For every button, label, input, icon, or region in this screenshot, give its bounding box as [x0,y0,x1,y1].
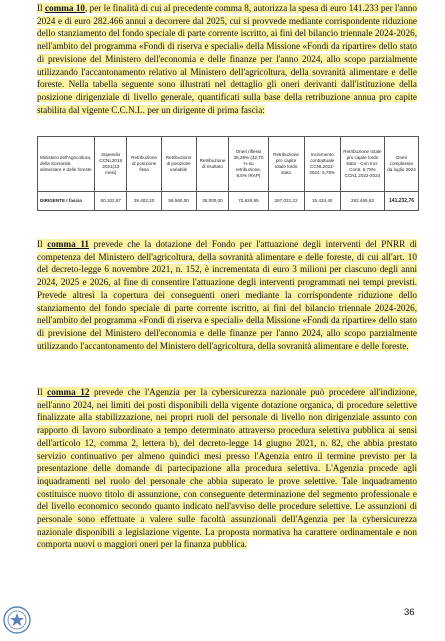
paragraph-comma-11 [37,238,417,352]
text-body: , per le finalità di cui al precedente comma 8, autorizza la spesa di euro 141.233 per l'anno 2024 e di euro 282.466 annui a decorrere dal 2025, cui si provvede mediante corrispondente riduzione dello stanziamento del fondo speciale di parte corrente iscritto, ai fini del bilancio triennale 2024-2026, nell'ambito del programma «Fondi di riserva e speciali» della Missione «Fondi da ripartire» dello stato di previsione del Ministero dell'economia e delle finanze per l'anno 2024, allo scopo parzialmente utilizzando l'accantonamento relativo al Ministero dell'agricoltura, della sovranità alimentare e delle foreste. Nella tabella seguente sono illustrati nel dettaglio gli oneri derivanti dall'istituzione della posizione dirigenziale di livello generale, quantificati sulla base della retribuzione annua pro capite stabilita dal vigente C.C.N.L. per un dirigente di prima fascia: [37,3,418,115]
table-cell: 35.000,00 [196,192,229,211]
text-prefix: Il [37,387,48,397]
table-header-cell: Retribuzione pro capite totale lordo stato [268,137,304,192]
paragraph-text [37,239,417,351]
table-header-cell: Retribuzione di posizione fissa [127,137,161,192]
table-cell: DIRIGENTE I fascia [38,192,95,211]
comma-reference: comma 12 [47,387,90,397]
table-cell: 39.402,20 [127,192,161,211]
comma-reference: comma 10 [44,3,86,13]
paragraph-comma-10 [37,2,417,116]
cost-table [37,136,419,211]
text-prefix: Il [37,239,48,249]
table-header-cell: Retribuzione di risultato [196,137,229,192]
page-number: 36 [404,607,415,618]
table-header-cell: Stipendio CCNL2019 2021(13 mesi) [95,137,127,192]
table-cell: 267.031,22 [268,192,304,211]
text-body: prevede che la dotazione del Fondo per l'attuazione degli interventi del PNRR di competenza del Ministero dell'agricoltura, della sovranità alimentare e delle foreste, di cui all'art. 10 del decreto-legge 6 novembre 2021, n. 152, è incrementata di euro 3 milioni per ciascuno degli anni 2024, 2025 e 2026, al fine di consentire l'attuazione degli interventi programmati nei tempi previsti. Prevede altresì la copertura dei conseguenti oneri mediante la corrispondente riduzione dello stanziamento del fondo speciale di parte corrente iscritto, ai fini del bilancio triennale 2024-2026, nell'ambito del programma «Fondi di riserva e speciali» della Missione «Fondi da ripartire» dello stato di previsione del Ministero dell'economia e delle finanze per l'anno 2024, allo scopo parzialmente utilizzando l'accantonamento del Ministero dell'agricoltura, della sovranità alimentare e delle foreste. [37,239,417,351]
table-cell: 15.434,40 [304,192,340,211]
paragraph-text [37,387,417,549]
paragraph-comma-12 [37,386,417,551]
paragraph-text [37,3,417,115]
table-header-cell: Oneri riflessi 38,38% (32,70 % su retribuzione, 8,5% IRAP) [229,137,268,192]
italian-republic-seal-icon [2,605,32,635]
table-cell: 59.560,00 [161,192,196,211]
table-header-cell: Oneri complessivi da luglio 2024 [385,137,419,192]
text-prefix: Il [37,3,45,13]
table-header-cell: Retribuzione totale pro capite lordo stato - Con Incr. Contr. 5,78% CCNL 2022-2024 [340,137,384,192]
table-cell: 60.102,87 [95,192,127,211]
table-header-cell: Retribuzione di posizione variabile [161,137,196,192]
table-cell: 72.625,95 [229,192,268,211]
table-cell-total: 141.232,76 [385,192,419,211]
text-body: prevede che l'Agenzia per la cybersicurezza nazionale può procedere all'indizione, nell'anno 2024, nei limiti dei posti disponibili della vigente dotazione organica, di procedure selettive finalizzate alla stabilizzazione, nei propri ruoli del personale di livello non dirigenziale assunto con rapporto di lavoro subordinato a tempo determinato attraverso procedura selettiva pubblica ai sensi dell'articolo 12, comma 2, lettera b), del decreto-legge 14 giugno 2021, n. 82, che abbia prestato servizio continuativo per almeno quindici mesi presso l'Agenzia entro il termine previsto per la presentazione delle domande di partecipazione alla procedura selettiva. L'Agenzia procede agli inquadramenti nel ruolo del personale che abbia superato le prove selettive. Tale inquadramento costituisce nuovo titolo di assunzione, con conseguente determinazione del segmento professionale e del livello economico secondo quanto indicato nell'avviso delle procedure selettive. Le assunzioni di personale sono effettuate a valere sulle facoltà assunzionali dell'Agenzia per la cybersicurezza nazionale disponibili a legislazione vigente. La proposta normativa ha carattere ordinamentale e non comporta nuovi o maggiori oneri per la finanza pubblica. [37,387,417,550]
table-row [38,192,419,211]
table-header-row [38,137,419,192]
table-header-cell: Incremento contrattuale CCNL2022-2024: 5,78% [304,137,340,192]
table-header-cell: Ministero dell'Agricoltura, della Sovranità alimentare e delle foreste [38,137,95,192]
comma-reference: comma 11 [47,239,90,249]
table-cell: 282.465,63 [340,192,384,211]
